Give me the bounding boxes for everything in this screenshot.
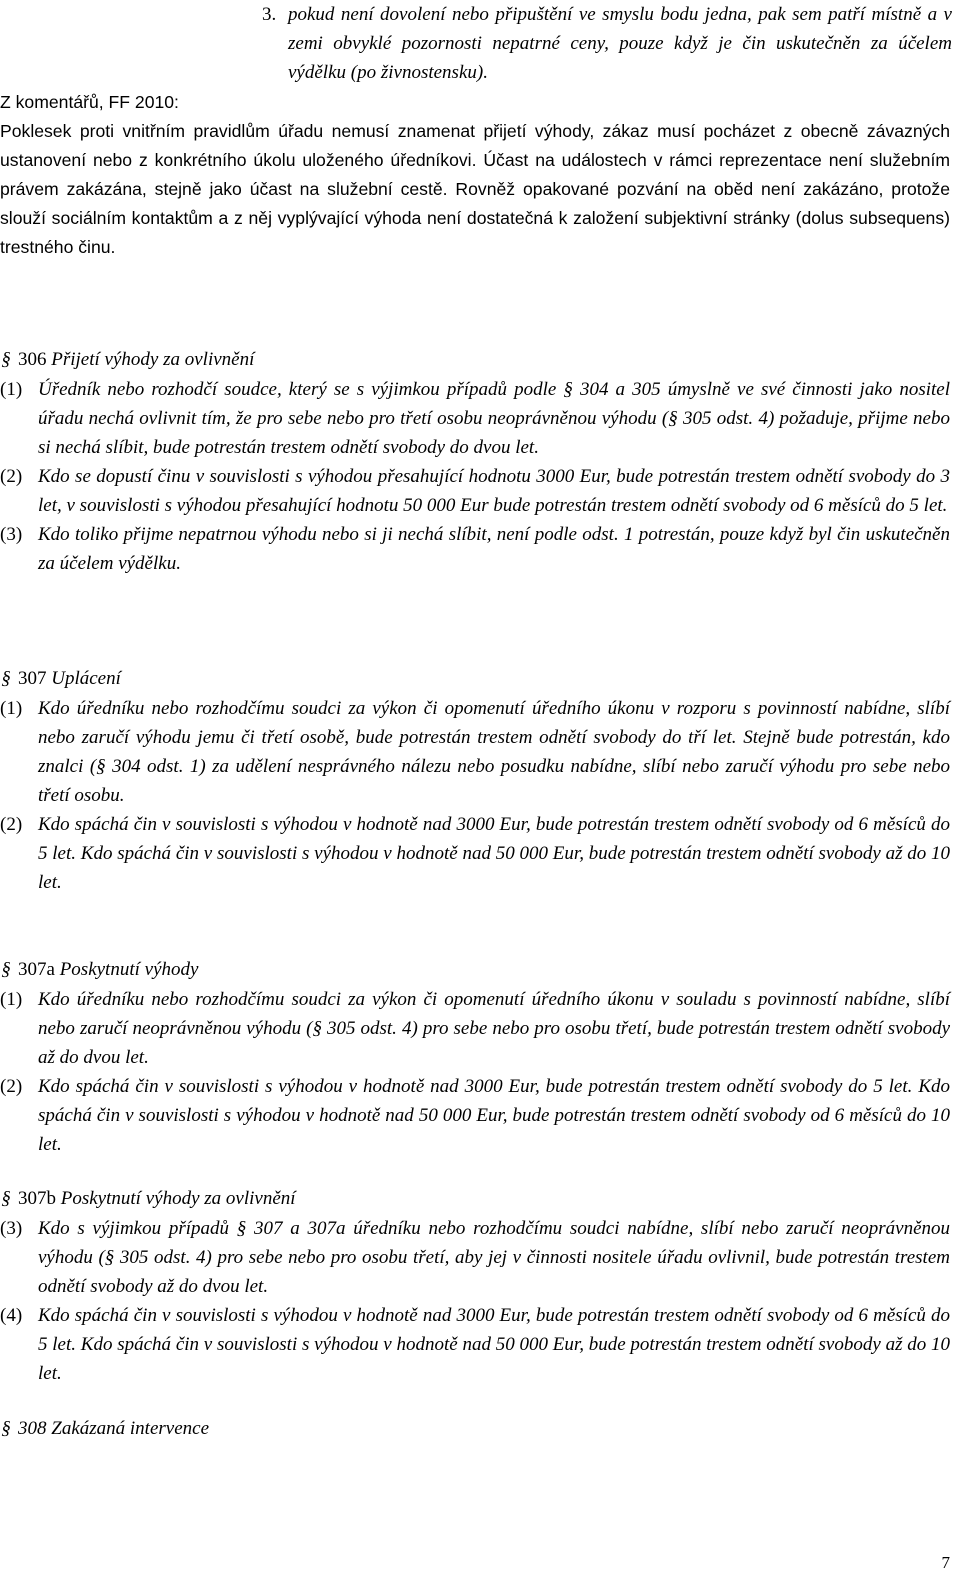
section-paragraph xyxy=(0,462,950,520)
section-paragraph xyxy=(0,1072,950,1159)
paragraph-number: (2) xyxy=(0,814,23,835)
commentary-paragraph: Poklesek proti vnitřním pravidlům úřadu nemusí znamenat přijetí výhody, zákaz musí pocházet z obecně závazných ustanovení nebo z konkrétního úkolu uloženého úředníkovi. Účast na událostech v rámci reprezentace není služebním právem zakázána, stejně jako účast na služební cestě. Rovněž opakované pozvání na oběd není zakázáno, protože slouží sociálním kontaktům a z něj vyplývající výhoda není dostatečná k založení subjektivní stránky (dolus subsequens) trestného činu. xyxy=(0,121,950,257)
commentary-block xyxy=(0,88,950,262)
section-paragraph xyxy=(0,694,950,810)
section-number: 307b xyxy=(18,1188,56,1209)
paragraph-text: Kdo úředníku nebo rozhodčímu soudci za výkon či opomenutí úředního úkonu v rozporu s povinností nabídne, slíbí nebo zaručí výhodu jemu či třetí osobě, bude potrestán trestem odnětí svobody do tří let. Stejně bude potrestán, kdo znalci (§ 304 odst. 1) za udělení nesprávného nálezu nebo posudku nabídne, slíbí nebo zaručí výhodu pro sebe nebo třetí osobu. xyxy=(38,698,950,806)
section-title: Poskytnutí výhody za ovlivnění xyxy=(60,1188,296,1209)
paragraph-text: Úředník nebo rozhodčí soudce, který se s výjimkou případů podle § 304 a 305 úmyslně ve své činnosti jako nositel úřadu nechá ovlivnit tím, že pro sebe nebo pro třetí osobu neoprávněnou výhodu (§ 305 odst. 4) požaduje, přijme nebo si nechá slíbit, bude potrestán trestem odnětí svobody do dvou let. xyxy=(38,379,950,458)
page-number: 7 xyxy=(941,1553,950,1572)
section-paragraph xyxy=(0,520,950,578)
section-title: Přijetí výhody za ovlivnění xyxy=(51,349,255,370)
section-paragraph xyxy=(0,1301,950,1388)
section-number: 307a xyxy=(18,959,55,980)
list-item-number: 3. xyxy=(262,4,277,25)
section-307a xyxy=(0,955,950,1159)
paragraph-text: Kdo úředníku nebo rozhodčímu soudci za výkon či opomenutí úředního úkonu v souladu s povinností nabídne, slíbí nebo zaručí neoprávněnou výhodu (§ 305 odst. 4) pro sebe nebo pro osobu třetí, bude potrestán trestem odnětí svobody až do dvou let. xyxy=(38,989,950,1068)
list-item-3 xyxy=(262,0,952,87)
section-paragraph xyxy=(0,985,950,1072)
paragraph-number: (2) xyxy=(0,1076,23,1097)
paragraph-number: (1) xyxy=(0,989,23,1010)
section-sign: § xyxy=(1,349,11,370)
commentary-heading: Z komentářů, FF 2010: xyxy=(0,92,179,112)
section-heading xyxy=(0,955,950,985)
paragraph-text: Kdo toliko přijme nepatrnou výhodu nebo si ji nechá slíbit, není podle odst. 1 potrestán, pouze když byl čin uskutečněn za účelem výdělku. xyxy=(38,524,950,574)
section-307b xyxy=(0,1184,950,1388)
paragraph-text: Kdo spáchá čin v souvislosti s výhodou v hodnotě nad 3000 Eur, bude potrestán trestem odnětí svobody do 5 let. Kdo spáchá čin v souvislosti s výhodou v hodnotě nad 50 000 Eur, bude potrestán trestem odnětí svobody od 6 měsíců do 10 let. xyxy=(38,1076,950,1155)
section-sign: § xyxy=(1,668,11,689)
paragraph-number: (1) xyxy=(0,698,23,719)
section-306 xyxy=(0,345,950,578)
section-paragraph xyxy=(0,1214,950,1301)
section-sign: § xyxy=(1,959,11,980)
section-heading xyxy=(0,1414,950,1444)
section-number: 307 xyxy=(18,668,47,689)
section-number: 306 xyxy=(18,349,47,370)
section-heading xyxy=(0,664,950,694)
section-sign: § xyxy=(1,1418,11,1439)
section-308 xyxy=(0,1414,950,1444)
section-paragraph xyxy=(0,810,950,897)
paragraph-text: Kdo se dopustí činu v souvislosti s výhodou přesahující hodnotu 3000 Eur, bude potrestán trestem odnětí svobody do 3 let, v souvislosti s výhodou přesahující hodnotu 50 000 Eur bude potrestán trestem odnětí svobody od 6 měsíců do 5 let. xyxy=(38,466,950,516)
paragraph-number: (2) xyxy=(0,466,23,487)
section-title: Zakázaná intervence xyxy=(51,1418,210,1439)
list-item-text: pokud není dovolení nebo připuštění ve smyslu bodu jedna, pak sem patří místně a v zemi obvyklé pozornosti nepatrné ceny, pouze když je čin uskutečněn za účelem výdělku (po živnostensku). xyxy=(288,4,952,83)
section-sign: § xyxy=(1,1188,11,1209)
section-title: Poskytnutí výhody xyxy=(59,959,199,980)
paragraph-number: (1) xyxy=(0,379,23,400)
paragraph-text: Kdo s výjimkou případů § 307 a 307a úředníku nebo rozhodčímu soudci nabídne, slíbí nebo zaručí neoprávněnou výhodu (§ 305 odst. 4) pro sebe nebo pro osobu třetí, aby jej v činnosti nositele úřadu ovlivnil, bude potrestán trestem odnětí svobody až do dvou let. xyxy=(38,1218,950,1297)
section-heading xyxy=(0,345,950,375)
paragraph-number: (3) xyxy=(0,1218,23,1239)
paragraph-text: Kdo spáchá čin v souvislosti s výhodou v hodnotě nad 3000 Eur, bude potrestán trestem odnětí svobody od 6 měsíců do 5 let. Kdo spáchá čin v souvislosti s výhodou v hodnotě nad 50 000 Eur, bude potrestán trestem odnětí svobody až do 10 let. xyxy=(38,814,950,893)
section-heading xyxy=(0,1184,950,1214)
paragraph-text: Kdo spáchá čin v souvislosti s výhodou v hodnotě nad 3000 Eur, bude potrestán trestem odnětí svobody od 6 měsíců do 5 let. Kdo spáchá čin v souvislosti s výhodou v hodnotě nad 50 000 Eur, bude potrestán trestem odnětí svobody až do 10 let. xyxy=(38,1305,950,1384)
section-paragraph xyxy=(0,375,950,462)
section-307 xyxy=(0,664,950,897)
paragraph-number: (3) xyxy=(0,524,23,545)
section-title: Uplácení xyxy=(51,668,121,689)
section-number: 308 xyxy=(18,1418,47,1439)
paragraph-number: (4) xyxy=(0,1305,23,1326)
